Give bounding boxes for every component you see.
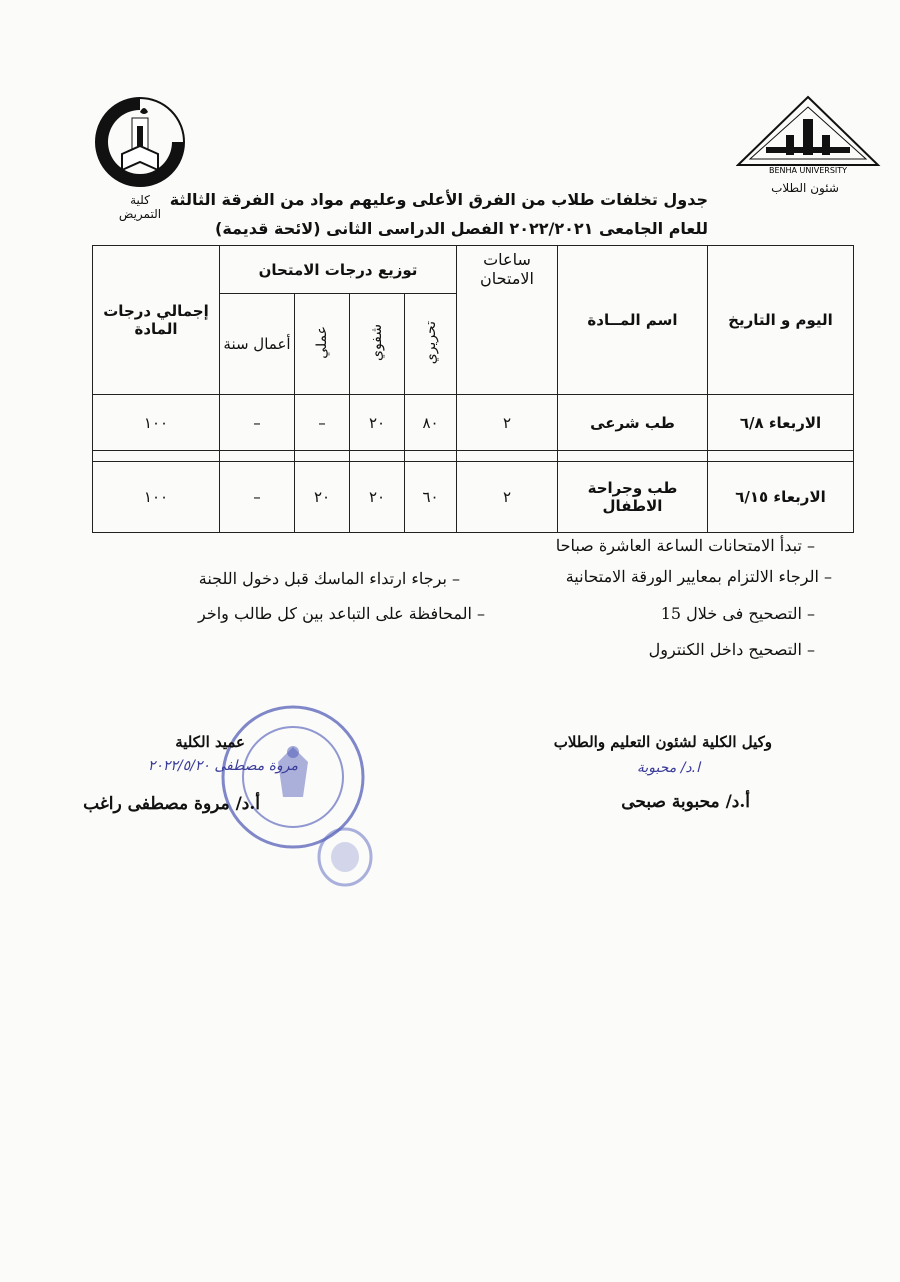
note-item: – المحافظة على التباعد بين كل طالب واخر: [198, 604, 485, 623]
row-day-date: الاربعاء ٦/١٥: [708, 462, 854, 533]
header-oral: شفوي: [350, 294, 405, 395]
header-subject: اسم المــادة: [558, 246, 708, 395]
row-hours: ٢: [457, 395, 558, 451]
header-distribution: توزيع درجات الامتحان: [220, 246, 457, 294]
benha-university-logo: [736, 95, 881, 175]
row-year-work: –: [220, 462, 295, 533]
row-oral: ٢٠: [350, 462, 405, 533]
dept-caption: شئون الطلاب: [771, 181, 839, 195]
row-day-date: الاربعاء ٦/٨: [708, 395, 854, 451]
header-year-work: أعمال سنة: [220, 294, 295, 395]
row-oral: ٢٠: [350, 395, 405, 451]
small-stamp: [315, 825, 375, 890]
header-practical: عملي: [295, 294, 350, 395]
row-subject: طب وجراحة الاطفال: [558, 462, 708, 533]
row-hours: ٢: [457, 462, 558, 533]
exam-schedule-table: [92, 245, 854, 533]
dean-title: عميد الكلية: [175, 733, 245, 751]
dean-scrawl: مروة مصطفى ٢٠٢٢/٥/٢٠: [147, 758, 298, 774]
table-row: [93, 395, 854, 451]
header-hours: ساعات الامتحان: [457, 246, 558, 395]
row-written: ٨٠: [405, 395, 457, 451]
row-total: ١٠٠: [93, 462, 220, 533]
row-subject: طب شرعى: [558, 395, 708, 451]
svg-text:BENHA UNIVERSITY: BENHA UNIVERSITY: [768, 166, 848, 175]
row-practical: –: [295, 395, 350, 451]
table-row: [93, 462, 854, 533]
row-year-work: –: [220, 395, 295, 451]
note-item: – تبدأ الامتحانات الساعة العاشرة صباحا: [555, 536, 815, 555]
vice-dean-scrawl: ا.د/ محبوبة: [636, 760, 700, 776]
header-total: إجمالي درجات المادة: [93, 246, 220, 395]
row-practical: ٢٠: [295, 462, 350, 533]
header-written: تحريري: [405, 294, 457, 395]
note-item: – التصحيح داخل الكنترول: [648, 640, 815, 659]
faculty-caption: كلية التمريض: [118, 193, 162, 221]
header-day-date: اليوم و التاريخ: [708, 246, 854, 395]
document-subtitle: للعام الجامعى ٢٠٢٢/٢٠٢١ الفصل الدراسى الثانى (لائحة قديمة): [215, 219, 708, 238]
note-item: – الرجاء الالتزام بمعايير الورقة الامتحانية: [565, 567, 832, 586]
faculty-of-nursing-logo: [92, 92, 188, 202]
row-total: ١٠٠: [93, 395, 220, 451]
note-item: – برجاء ارتداء الماسك قبل دخول اللجنة: [198, 569, 460, 588]
document-title: جدول تخلفات طلاب من الفرق الأعلى وعليهم مواد من الفرقة الثالثة: [169, 190, 708, 209]
dean-name: أ.د/ مروة مصطفى راغب: [83, 794, 260, 814]
row-written: ٦٠: [405, 462, 457, 533]
vice-dean-name: أ.د/ محبوبة صبحى: [621, 792, 750, 812]
note-item: – التصحيح فى خلال 15: [660, 604, 815, 623]
vice-dean-title: وكيل الكلية لشئون التعليم والطلاب: [553, 733, 772, 751]
